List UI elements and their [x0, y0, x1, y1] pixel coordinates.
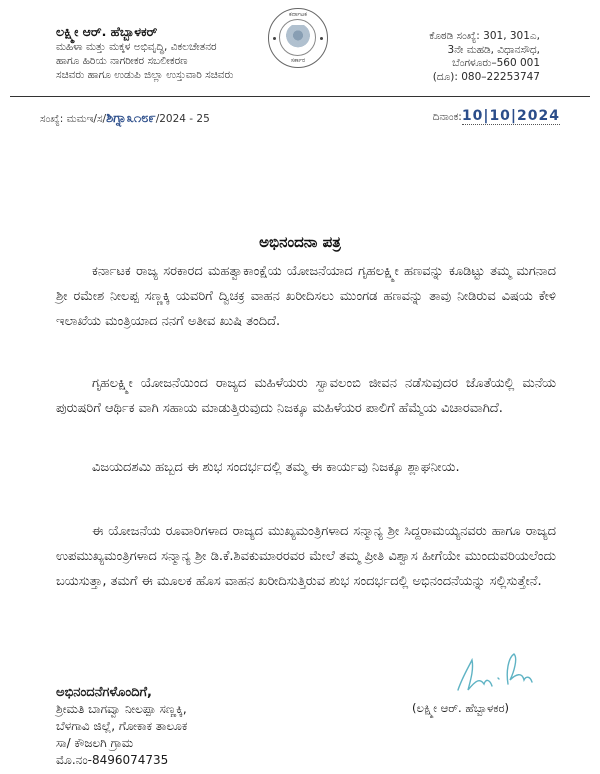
letter-title: ಅಭಿನಂದನಾ ಪತ್ರ — [259, 233, 341, 251]
reference-label: ಸಂಖ್ಯೆ: ಮಮಇ/ಸ/ — [40, 113, 107, 125]
paragraph-rest: ನಡೆಸುವುದರ ಜೊತೆಯಲ್ಲಿ ಮನೆಯ ಪುರುಷರಿಗೆ ಆರ್ಥಿಕ ವಾಗಿ ಸಹಾಯ ಮಾಡುತ್ತಿರುವುದು ನಿಜಕ್ಕೂ ಮಹಿಳೆಯರ ಪಾಲಿಗೆ ಹೆಮ್ಮೆಯ ವಿಚಾರವಾಗಿದೆ. — [56, 376, 556, 416]
emblem-dot-icon — [320, 37, 323, 40]
emblem-top-text: ಕರ್ನಾಟಕ — [289, 11, 307, 18]
signature-icon — [450, 648, 560, 698]
recipient-phone: ಮೊ.ನಂ-8496074735 — [56, 753, 169, 767]
signer-name: (ಲಕ್ಷ್ಮೀ ಆರ್. ಹೆಬ್ಬಾಳಕರ) — [412, 701, 510, 715]
address-line: 3ನೇ ಮಹಡಿ, ವಿಧಾನಸೌಧ, — [447, 43, 540, 56]
letterhead-address — [429, 30, 540, 84]
paragraph-first-line: ವಿಜಯದಶಮಿ ಹಬ್ಬದ ಈ ಶುಭ ಸಂದರ್ಭದಲ್ಲಿ ತಮ್ಮ ಈ ಕಾರ್ಯವು ನಿಜಕ್ಕೂ — [92, 460, 404, 475]
address-line: ಬೆಂಗಳೂರು–560 001 — [452, 57, 540, 69]
letterhead-sender — [56, 24, 233, 82]
reference-handwritten: ಶಿಗ್ನಾ೩೧೮೯ — [106, 111, 156, 126]
recipient-line: ಸಾ/ ಕೌಜಲಗಿ ಗ್ರಾಮ — [56, 736, 134, 750]
government-emblem-icon — [268, 8, 328, 68]
minister-name: ಲಕ್ಷ್ಮೀ ಆರ್. ಹೆಬ್ಬಾಳಕರ್ — [56, 24, 158, 39]
date-value: 10|10|2024 — [461, 108, 560, 124]
emblem-dot-icon — [273, 37, 276, 40]
recipient-line: ಶ್ರೀಮತಿ ಬಾಗವ್ವಾ ನೀಲಪ್ಪಾ ಸಣ್ಣಕ್ಕಿ, — [56, 702, 187, 716]
body-paragraph — [56, 371, 556, 421]
designation-line: ಹಾಗೂ ಹಿರಿಯ ನಾಗರೀಕರ ಸಬಲೀಕರಣ — [56, 55, 188, 67]
letter-date — [433, 108, 560, 124]
paragraph-rest: ಶ್ಲಾಘನೀಯ. — [407, 460, 460, 475]
reference-number — [40, 111, 210, 126]
body-paragraph — [56, 259, 556, 334]
paragraph-first-line: ಕರ್ನಾಟಕ ರಾಜ್ಯ ಸರಕಾರದ ಮಹತ್ವಾಕಾಂಕ್ಷೆಯ ಯೋಜನೆಯಾದ ಗೃಹಲಕ್ಷ್ಮೀ — [92, 264, 399, 279]
paragraph-first-line: ಗೃಹಲಕ್ಷ್ಮೀ ಯೋಜನೆಯಿಂದ ರಾಜ್ಯದ ಮಹಿಳೆಯರು ಸ್ವಾವಲಂಬಿ ಜೀವನ — [92, 376, 397, 391]
paragraph-first-line: ಈ ಯೋಜನೆಯ ರೂವಾರಿಗಳಾದ ರಾಜ್ಯದ ಮುಖ್ಯಮಂತ್ರಿಗಳಾದ ಸನ್ಮಾನ್ಯ — [92, 524, 383, 539]
address-line: ಕೊಠಡಿ ಸಂಖ್ಯೆ: 301, 301ಎ, — [429, 30, 540, 42]
paragraph-rest: ಶ್ರೀ ಸಿದ್ದರಾಮಯ್ಯನವರು ಹಾಗೂ ರಾಜ್ಯದ ಉಪಮುಖ್ಯಮಂತ್ರಿಗಳಾದ ಸನ್ಮಾನ್ಯ ಶ್ರೀ ಡಿ.ಕೆ.ಶಿವಕುಮಾರರವರ ಮೇಲೆ ತಮ್ಮ ಪ್ರೀತಿ ವಿಶ್ವಾಸ ಹೀಗೆಯೇ ಮುಂದುವರಿಯಲೆಂದು ಬಯಸುತ್ತಾ, ತಮಗೆ ಈ ಮೂಲಕ ಹೊಸ ವಾಹನ ಖರೀದಿಸುತ್ತಿರುವ ಶುಭ ಸಂದರ್ಭದಲ್ಲಿ ಅಭಿನಂದನೆಯನ್ನು ಸಲ್ಲಿಸುತ್ತೇನೆ. — [56, 524, 556, 589]
designation-line: ಸಚಿವರು ಹಾಗೂ ಉಡುಪಿ ಜಿಲ್ಲಾ ಉಸ್ತುವಾರಿ ಸಚಿವರು — [56, 69, 234, 81]
body-paragraph — [56, 519, 556, 594]
paragraph-rest: ಹಣವನ್ನು ಕೂಡಿಟ್ಟು ತಮ್ಮ ಮಗನಾದ ಶ್ರೀ ರಮೇಶ ನೀಲಪ್ಪ ಸಣ್ಣಕ್ಕಿ ಯವರಿಗೆ ದ್ವಿಚಕ್ರ ವಾಹನ ಖರೀದಿಸಲು ಮುಂಗಡ ಹಣವನ್ನು ತಾವು ನೀಡಿರುವ ವಿಷಯ ಕೇಳಿ ಇಲಾಖೆಯ ಮಂತ್ರಿಯಾದ ನನಗೆ ಅತೀವ ಖುಷಿ ತಂದಿದೆ. — [56, 264, 556, 329]
emblem-bottom-text: ಸರ್ಕಾರ — [290, 57, 306, 64]
greeting: ಅಭಿನಂದನೆಗಳೊಂದಿಗೆ, — [56, 685, 152, 700]
body-paragraph — [56, 455, 556, 480]
reference-year: /2024 - 25 — [155, 113, 210, 125]
phone-line: (ದೂ): 080–22253747 — [432, 70, 540, 83]
recipient-block — [56, 684, 187, 769]
date-label: ದಿನಾಂಕ: — [432, 111, 462, 123]
designation-line: ಮಹಿಳಾ ಮತ್ತು ಮಕ್ಕಳ ಅಭಿವೃದ್ಧಿ, ವಿಕಲಚೇತನರ — [56, 41, 217, 53]
gandabherunda-seal-icon — [286, 25, 310, 51]
recipient-line: ಬೆಳಗಾವಿ ಜಿಲ್ಲೆ, ಗೋಕಾಕ ತಾಲೂಕ — [56, 719, 188, 733]
header-divider — [10, 96, 590, 97]
